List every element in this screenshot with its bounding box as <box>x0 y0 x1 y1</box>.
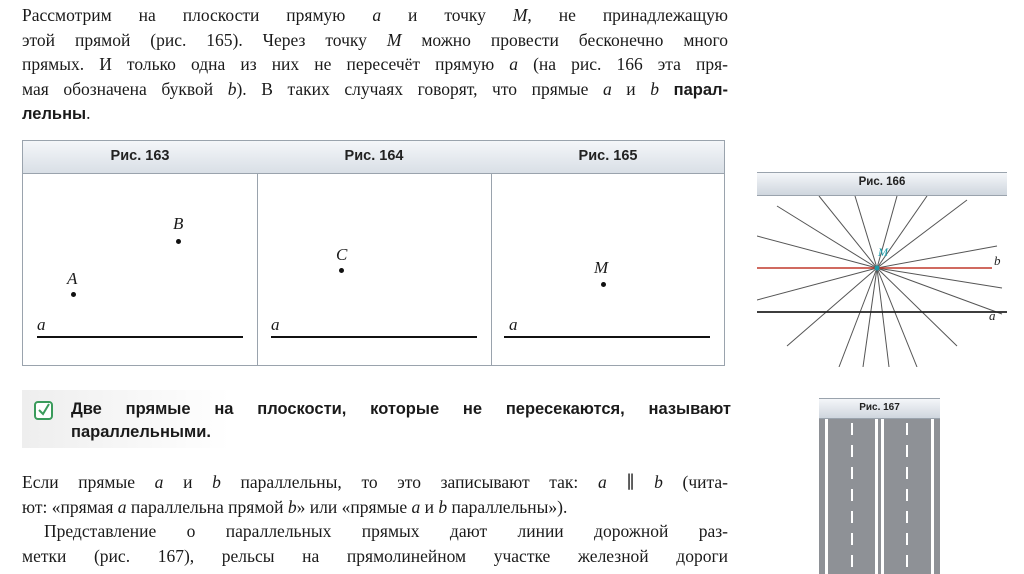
figure-divider <box>491 174 492 366</box>
text-line-with-term <box>22 77 728 102</box>
text-line: этой прямой (рис. 165). Через точку M можно провести бесконечно много <box>22 29 729 50</box>
definition-box <box>22 390 734 448</box>
text-line: Если прямые a и b параллельны, то это записывают так: a ∥ b (чита- <box>22 472 728 492</box>
fig166-pencil-of-lines <box>757 196 1002 367</box>
fig165-point-m <box>601 282 606 287</box>
fig164-line-a <box>271 336 477 338</box>
fig164-point-c <box>339 268 344 273</box>
text-line: Рассмотрим на плоскости прямую a и точку M, не принадлежащую <box>22 5 728 25</box>
fig166-label-a: a <box>989 308 996 323</box>
fig166-label-m: M <box>878 245 888 259</box>
text-line: метки (рис. 167), рельсы на прямолинейном участке железной дороги <box>22 545 728 566</box>
fig163-caption: Рис. 163 <box>110 148 170 164</box>
definition-text <box>71 398 731 444</box>
fig165-line-a <box>504 336 710 338</box>
text-line: прямых. И только одна из них не пересечёт прямую a (на рис. 166 эта пря- <box>22 54 728 74</box>
fig164-caption: Рис. 164 <box>344 148 404 164</box>
fig164-label-c: C <box>336 245 348 264</box>
text-line: ют: «прямая a параллельна прямой b» или «прямые a и b параллельны»). <box>22 496 568 517</box>
fig164-line-label: a <box>271 315 280 334</box>
definition-line: параллельными. <box>71 423 211 441</box>
intro-paragraph <box>22 3 728 126</box>
figure-166 <box>757 172 1007 367</box>
fig165-label-m: M <box>594 258 609 277</box>
text-line: Представление о параллельных прямых дают линии дорожной раз- <box>44 521 728 541</box>
text-fragment: мая обозначена буквой b). В таких случаях говорят, что прямые a и b <box>22 78 660 99</box>
fig163-line-label: a <box>37 315 46 334</box>
figure-167 <box>819 398 940 574</box>
fig163-point-b <box>176 239 181 244</box>
fig163-label-b: B <box>173 214 184 233</box>
fig163-point-a <box>71 292 76 297</box>
fig165-caption: Рис. 165 <box>578 148 638 164</box>
definition-line: Две прямые на плоскости, которые не пересекаются, называют <box>71 400 731 418</box>
text-fragment: . <box>86 103 91 123</box>
notation-paragraph <box>22 470 728 568</box>
fig166-point-m <box>875 266 880 271</box>
figure-divider <box>257 174 258 366</box>
text-line-with-term <box>22 101 728 126</box>
fig163-line-a <box>37 336 243 338</box>
fig163-label-a: A <box>67 269 78 288</box>
term-bold: лельны <box>22 105 87 123</box>
check-icon <box>34 401 53 420</box>
fig166-caption: Рис. 166 <box>858 176 906 188</box>
fig166-label-b: b <box>994 253 1001 268</box>
figures-163-165 <box>22 140 725 366</box>
fig167-road-markings <box>819 419 940 574</box>
fig166-diagram <box>757 196 1007 367</box>
term-bold: парал- <box>673 80 728 99</box>
fig165-line-label: a <box>509 315 518 334</box>
fig167-caption: Рис. 167 <box>859 402 900 413</box>
